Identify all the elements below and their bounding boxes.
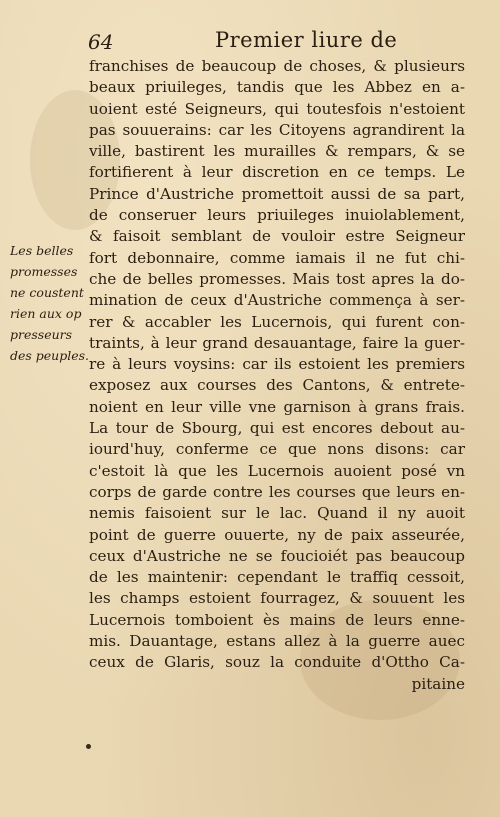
margin-note-line: rien aux op xyxy=(10,306,82,321)
text-line: che de belles promesses. Mais tost apres la do- xyxy=(89,269,465,288)
text-line: & faisoit semblant de vouloir estre Seigneur xyxy=(89,227,465,246)
text-line: ceux de Glaris, souz la conduite d'Ottho Ca- xyxy=(89,653,465,672)
catchword: pitaine xyxy=(411,674,465,693)
text-line: noient en leur ville vne garnison à grans frais. xyxy=(89,397,465,416)
text-line: traints, à leur grand desauantage, faire la guer- xyxy=(89,333,465,352)
page-number: 64 xyxy=(88,30,114,54)
margin-note-line: presseurs xyxy=(10,327,73,342)
margin-note-line: ne coustent xyxy=(10,285,84,300)
body-text xyxy=(89,56,465,695)
text-line: c'estoit là que les Lucernois auoient posé vn xyxy=(89,461,465,480)
text-line: mis. Dauantage, estans allez à la guerre auec xyxy=(89,632,465,651)
text-line: rer & accabler les Lucernois, qui furent con- xyxy=(89,312,465,331)
text-line: nemis faisoient sur le lac. Quand il ny auoit xyxy=(89,504,465,523)
text-line: mination de ceux d'Austriche commença à ser- xyxy=(89,291,465,310)
text-line: iourd'huy, conferme ce que nons disons: car xyxy=(89,440,465,459)
text-line: Lucernois tomboient ès mains de leurs enne- xyxy=(89,610,465,629)
text-line: point de guerre ouuerte, ny de paix asseurée, xyxy=(89,525,465,544)
text-line: uoient esté Seigneurs, qui toutesfois n'estoient xyxy=(89,99,465,118)
margin-note-line: promesses xyxy=(10,264,78,279)
text-line: fortifierent à leur discretion en ce temps. Le xyxy=(89,163,465,182)
text-line: corps de garde contre les courses que leurs en- xyxy=(89,482,465,501)
text-line: fort debonnaire, comme iamais il ne fut chi- xyxy=(89,248,465,267)
margin-note xyxy=(10,240,90,366)
text-line: Prince d'Austriche promettoit aussi de sa part, xyxy=(89,184,465,203)
margin-note-line: Les belles xyxy=(10,243,74,258)
running-title: Premier liure de xyxy=(215,28,398,52)
text-line: exposez aux courses des Cantons, & entrete- xyxy=(89,376,465,395)
ink-dot xyxy=(86,744,91,749)
text-line: ceux d'Austriche ne se foucioiét pas beaucoup xyxy=(89,546,465,565)
page-header xyxy=(88,28,468,56)
text-line: beaux priuileges, tandis que les Abbez en a- xyxy=(89,78,465,97)
text-line: La tour de Sbourg, qui est encores debout au- xyxy=(89,419,465,438)
margin-note-line: des peuples. xyxy=(10,348,90,363)
text-line: re à leurs voysins: car ils estoient les premiers xyxy=(89,355,465,374)
text-line: de conseruer leurs priuileges inuiolablement, xyxy=(89,206,465,225)
text-line: les champs estoient fourragez, & souuent les xyxy=(89,589,465,608)
text-line: pas souuerains: car les Citoyens agrandirent la xyxy=(89,120,465,139)
text-line: ville, bastirent les murailles & rempars, & se xyxy=(89,142,465,161)
text-line: franchises de beaucoup de choses, & plusieurs xyxy=(89,57,465,75)
text-line: de les maintenir: cependant le traffiq cessoit, xyxy=(89,568,465,587)
